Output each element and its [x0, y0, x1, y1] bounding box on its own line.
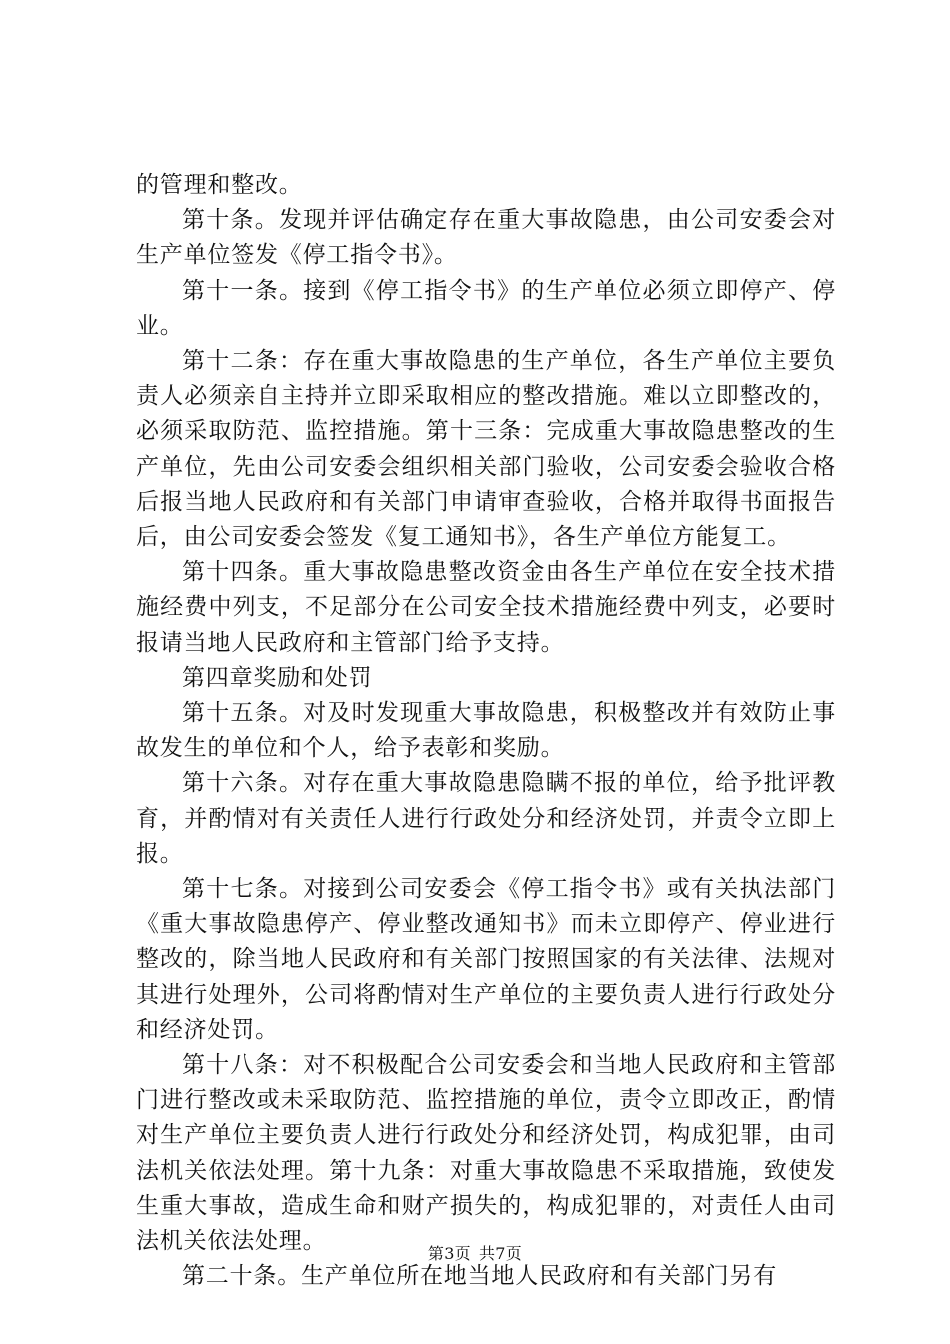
paragraph-article-14: 第十四条。重大事故隐患整改资金由各生产单位在安全技术措施经费中列支，不足部分在公司安全技术措施经费中列支，必要时报请当地人民政府和主管部门给予支持。 — [136, 559, 836, 656]
paragraph-article-12-13: 第十二条：存在重大事故隐患的生产单位，各生产单位主要负责人必须亲自主持并立即采取相应的整改措施。难以立即整改的，必须采取防范、监控措施。第十三条：完成重大事故隐患整改的生产单位，先由公司安委会组织相关部门验收，公司安委会验收合格后报当地人民政府和有关部门申请审查验收，合格并取得书面报告后，由公司安委会签发《复工通知书》，各生产单位方能复工。 — [136, 348, 836, 551]
paragraph-article-20: 第二十条。生产单位所在地当地人民政府和有关部门另有 — [182, 1263, 777, 1290]
paragraph-article-17: 第十七条。对接到公司安委会《停工指令书》或有关执法部门《重大事故隐患停产、停业整改通知书》而未立即停产、停业进行整改的，除当地人民政府和有关部门按照国家的有关法律、法规对其进行处理外，公司将酌情对生产单位的主要负责人进行行政处分和经济处罚。 — [136, 876, 836, 1043]
chapter-heading: 第四章奖励和处罚 — [182, 664, 373, 691]
document-body — [136, 168, 836, 1295]
paragraph-continuation: 的管理和整改。 — [136, 172, 303, 198]
paragraph-article-16: 第十六条。对存在重大事故隐患隐瞒不报的单位，给予批评教育，并酌情对有关责任人进行行政处分和经济处罚，并责令立即上报。 — [136, 770, 836, 867]
page-footer — [0, 1243, 950, 1265]
total-pages: 共7页 — [479, 1244, 523, 1263]
paragraph-article-15: 第十五条。对及时发现重大事故隐患，积极整改并有效防止事故发生的单位和个人，给予表彰和奖励。 — [136, 700, 836, 762]
page-number: 第3页 — [427, 1244, 471, 1263]
paragraph-article-11: 第十一条。接到《停工指令书》的生产单位必须立即停产、停业。 — [136, 277, 836, 339]
paragraph-article-10: 第十条。发现并评估确定存在重大事故隐患，由公司安委会对生产单位签发《停工指令书》。 — [136, 207, 836, 269]
paragraph-article-18-19: 第十八条：对不积极配合公司安委会和当地人民政府和主管部门进行整改或未采取防范、监控措施的单位，责令立即改正，酌情对生产单位主要负责人进行行政处分和经济处罚，构成犯罪，由司法机关依法处理。第十九条：对重大事故隐患不采取措施，致使发生重大事故，造成生命和财产损失的，构成犯罪的，对责任人由司法机关依法处理。 — [136, 1052, 836, 1255]
